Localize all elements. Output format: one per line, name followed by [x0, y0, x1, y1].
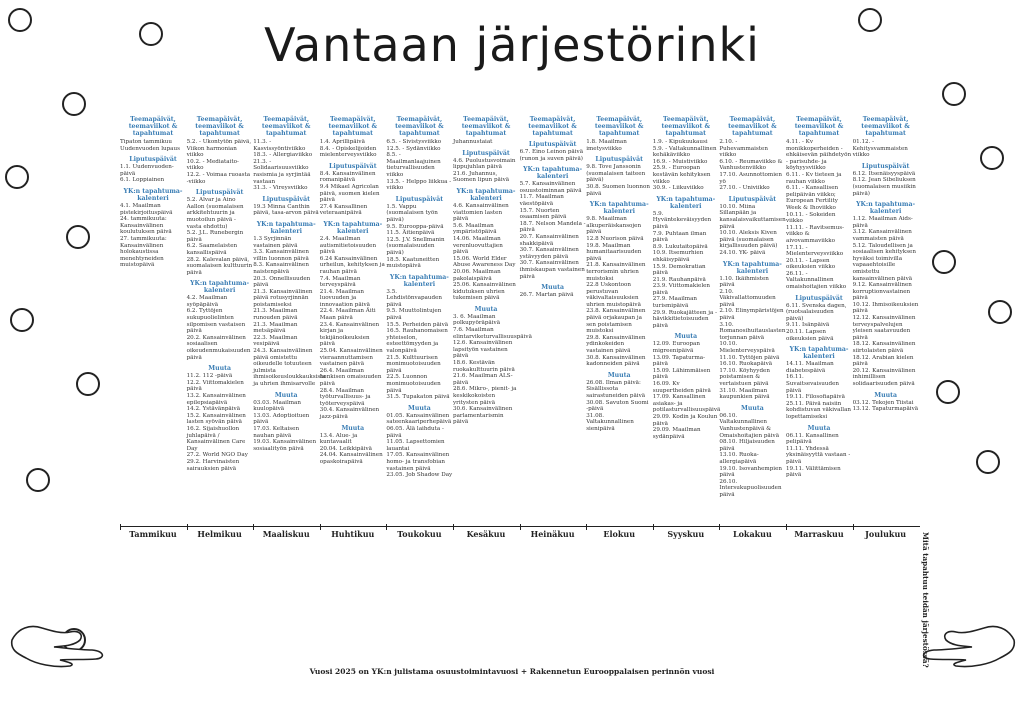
- calendar-entry: 5.2. Alvar ja Aino Aallon (suomalaisen arkkitehtuurin ja muotoilun päivä - vasta ehdottu): [186, 197, 244, 230]
- calendar-entry: 1.10. Ikäihmisten päivä: [719, 275, 769, 289]
- calendar-entry: 21.4. Maailman luovuuden ja innovaation päivä: [319, 288, 370, 308]
- calendar-entry: 08.10. Hiljaisuuden päivä: [719, 439, 775, 452]
- calendar-entry: 20.3. Onnellisuuden päivä: [253, 275, 311, 289]
- column-heading: Teemapäivät, teemaviikot & tapahtumat: [661, 116, 711, 137]
- month-tick: [253, 524, 254, 530]
- month-label: Heinäkuu: [530, 529, 575, 539]
- calendar-entry: 13.03. Adoptioituen päivä: [253, 412, 310, 426]
- section-title: YK:n tapahtuma-kalenteri: [589, 201, 649, 216]
- calendar-entry: 18.12. Kansainvälinen siirtolaisten päivä: [852, 341, 916, 355]
- calendar-entry: 25.11. Päivä naisiin kohdistuvan väkivallan lopettamiseksi: [786, 400, 852, 420]
- calendar-entry: 06.11. Kansallinen pelipäivä: [786, 432, 839, 446]
- calendar-entry: 6.11. - Kansallisen pelipäivän viikko; European Fertility Week & Ihoviikko: [786, 185, 839, 211]
- calendar-entry: 15.09. Lähimmäisen päivä: [652, 367, 711, 381]
- calendar-entry: 23.8. Kansainvälinen päivä orjakaupan ja sen poistamisen muistoksi: [586, 308, 646, 335]
- month-label: Elokuu: [603, 529, 636, 539]
- column-intro: 6.5. - Sivistysviikko: [386, 139, 442, 145]
- calendar-entry: 20.06. Maailman pakolaispäivä: [453, 268, 501, 282]
- calendar-entry: 18.7. Nelson Mandela -päivä: [519, 220, 586, 234]
- calendar-entry: 4.6. Kansainvälinen viattomien lasten päivä: [453, 202, 509, 223]
- calendar-entry: 20.11. Lapsen oikeuksien päivä: [786, 329, 834, 342]
- column-heading: Teemapäivät, teemaviikot & tapahtumat: [261, 116, 311, 137]
- calendar-entry: 26.4. Maailman henkisen omaisuuden päivä: [319, 367, 382, 387]
- calendar-entry: 9.5. Muuttolintujen päivä: [386, 308, 442, 322]
- decor-circle: [942, 82, 966, 106]
- calendar-entry: 3.5. Lehdistönvapauden päivä: [386, 288, 442, 308]
- calendar-grid: [120, 116, 920, 526]
- calendar-entry: 1.3 Syrjinnän vastainen päivä: [253, 235, 298, 249]
- month-tick: [120, 524, 121, 530]
- calendar-entry: 5.9. Hyväntekeväisyyden päivä: [652, 210, 712, 230]
- calendar-entry: 10.2. - Mediataito-viikko: [186, 158, 239, 172]
- calendar-entry: 12.2. Viittomakielen päivä: [186, 379, 244, 393]
- calendar-entry: 6.2. Saamelaisten kansallispäivä: [186, 243, 238, 256]
- month-tick: [386, 524, 387, 530]
- calendar-entry: 25.06. Kansainvälinen kidutuksen uhrien tukemisen päivä: [453, 282, 516, 302]
- month-column: [719, 116, 785, 526]
- calendar-entry: 9.5. Eurooppa-päivä: [386, 223, 444, 230]
- section-title: YK:n tapahtuma-kalenteri: [389, 273, 449, 288]
- column-intro: 1.8. Maailman imetysviikko: [586, 139, 627, 152]
- calendar-entry: 9.8. Tove Janssonin (suomalaisen taiteen päivä): [586, 164, 646, 184]
- section-title: Liputuspäivät: [795, 294, 843, 302]
- calendar-entry: 20.2. Kansainvälinen sosiaalisen oikeudenmukaisuuden päivä: [186, 334, 251, 361]
- section-title: Liputuspäivät: [329, 162, 377, 170]
- calendar-entry: 29.2. Harvinaisten sairauksien päivä: [186, 458, 240, 472]
- calendar-entry: 11.11. Yhdessä yksinäisyyttä vastaan -päivä: [786, 445, 851, 465]
- calendar-entry: 16.9. - Muistiviikko: [652, 158, 708, 165]
- calendar-entry: 8.9. Lukutaitopäivä: [652, 243, 708, 250]
- calendar-entry: 11.05. Lapsettomien lauantai: [386, 439, 445, 452]
- calendar-entry: 10.10. Miina Sillanpään ja kansalaisvaikuttamisen päivä: [719, 203, 786, 230]
- calendar-entry: 13.2. Kansainvälinen epilepsiapäivä: [186, 393, 246, 406]
- column-intro: 5.2. - Ukontytön päivä, Viikon harmonian viikko: [186, 139, 252, 159]
- calendar-entry: 15.9. Demokratian päivä: [652, 263, 706, 277]
- section-title: Liputuspäivät: [462, 149, 510, 157]
- calendar-entry: 11.5. Äitienpäivä: [386, 230, 435, 237]
- section-title: Muuta: [807, 424, 831, 432]
- month-tick: [653, 524, 654, 530]
- decor-circle: [26, 468, 50, 492]
- calendar-entry: 5.2. J.L. Runebergin päivä: [186, 230, 244, 243]
- calendar-entry: 12.8 Nuorison päivä: [586, 235, 644, 242]
- month-label: Maaliskuu: [262, 529, 310, 539]
- calendar-entry: 3.12. Kansainvälinen vammaisten päivä: [852, 229, 912, 242]
- month-label: Toukokuu: [397, 529, 442, 539]
- calendar-entry: 21.3. Kansainvälinen päivä rotusyrjinnän poistamiseksi: [253, 288, 313, 308]
- month-label: Marraskuu: [794, 529, 844, 539]
- section-title: YK:n tapahtuma-kalenteri: [789, 346, 849, 361]
- month-label: Huhtikuu: [331, 529, 375, 539]
- calendar-entry: 1.5. Vappu (suomalaisen työn päivä): [386, 203, 438, 223]
- column-intro: 11.3. - Kasvissyöntiviikko: [253, 139, 306, 152]
- calendar-entry: 18.3. - Allergiaviikko: [253, 152, 313, 159]
- calendar-entry: 5.6. Maailman ympäristöpäivä: [453, 222, 497, 236]
- calendar-entry: 22.4. Maailman Äiti Maan päivä: [319, 308, 376, 322]
- calendar-entry: 20.04. Leikkipäivä: [319, 445, 372, 452]
- calendar-entry: 3.3. Kansainvälinen villin luonnon päivä: [253, 249, 309, 262]
- section-title: Liputuspäivät: [595, 156, 643, 164]
- calendar-entry: 6.24 Kansainvälinen urheilun, kehityksen ja rauhan päivä: [319, 255, 385, 275]
- calendar-entry: 14.2. Ystävänpäivä: [186, 406, 241, 413]
- calendar-entry: 21.9. Rauhanpäivä: [652, 276, 706, 283]
- calendar-entry: 25.9. - Euroopan kestävän kehityksen viikko: [652, 165, 711, 185]
- calendar-entry: 26.11. - Valtakunnallinen omaishoitajien viikko: [786, 270, 847, 291]
- decor-circle: [8, 8, 32, 32]
- calendar-entry: 16.11. Suvaitsevaisuuden päivä: [786, 374, 840, 394]
- side-question-right: Mitä tapahtuu teidän järjestössä?: [921, 532, 930, 668]
- section-title: Muuta: [474, 305, 498, 313]
- decor-circle: [932, 250, 956, 274]
- month-tick: [520, 524, 521, 530]
- calendar-entry: 11.7. Maailman väestöpäivä: [519, 194, 564, 207]
- calendar-entry: 30.8. Kansainvälinen kadonneiden päivä: [586, 354, 646, 368]
- calendar-entry: 4.6. Puolustusvoimain lippujuhlan päivä: [453, 157, 516, 171]
- month-column: [187, 116, 253, 526]
- calendar-entry: 17.10. Asunnottomien yö: [719, 171, 782, 185]
- calendar-entry: 17.05. Kansainvälinen homo- ja transfobian vastainen päivä: [386, 452, 450, 472]
- column-heading: Teemapäivät, teemaviikot & tapahtumat: [794, 116, 844, 137]
- calendar-entry: 16.10. Ruokapäivä: [719, 361, 773, 368]
- page-title: Vantaan järjestörinki: [264, 18, 760, 72]
- decor-circle: [76, 372, 100, 396]
- calendar-entry: 30.7. Kansainvälinen ihmiskaupan vastainen päivä: [519, 260, 585, 280]
- calendar-entry: 30.4. Kansainvälinen jazz-päivä: [319, 407, 380, 420]
- calendar-entry: 18.6. Kestävän ruokakulttuurin päivä: [453, 360, 515, 373]
- calendar-entry: 27. tammikuuta: Kansainvälinen holokaustissa menehtyneiden muistopäivä: [120, 235, 167, 269]
- calendar-entry: 5.7. Kansainvälinen osuustoiminnan päivä: [519, 181, 582, 194]
- calendar-entry: 31.5. Tupakaton päivä: [386, 394, 450, 401]
- section-title: Muuta: [874, 391, 897, 399]
- month-tick: [853, 524, 854, 530]
- calendar-entry: 8.5. - Maailmanlaajuinen tieturvallisuuden viikko: [386, 152, 441, 178]
- decor-circle: [62, 92, 86, 116]
- section-title: Liputuspäivät: [728, 195, 777, 203]
- calendar-entry: 06.05. Älä laihduta -päivä: [386, 425, 444, 439]
- footer-note: Vuosi 2025 on YK:n julistama osuustoimintavuosi + Rakennetun Eurooppalaisen perinnön vuosi: [309, 667, 715, 676]
- section-title: Muuta: [541, 284, 564, 292]
- calendar-entry: 15.5. Perheiden päivä: [386, 321, 449, 328]
- month-label: Kesäkuu: [466, 529, 506, 539]
- column-heading: Teemapäivät, teemaviikot & tapahtumat: [461, 116, 511, 137]
- month-axis: [120, 526, 920, 541]
- calendar-entry: 24.04. Kansainvälinen opaskoirapäivä: [319, 452, 383, 465]
- calendar-entry: 30.08. Savuton Suomi -päivä: [586, 399, 649, 413]
- calendar-entry: 21.3. Maailman runouden päivä: [253, 308, 298, 322]
- calendar-entry: 16.2. Sijaishuollon juhlapäivä / Kansainvälinen Care Day: [186, 425, 246, 452]
- section-title: YK:n tapahtuma-kalenteri: [856, 201, 916, 216]
- right-hand-illustration: [918, 598, 1018, 668]
- calendar-entry: 13.12. Tapaturmapäivä: [852, 406, 919, 413]
- calendar-entry: 4.1. Maailman pistekirjoituspäivä: [120, 202, 173, 216]
- calendar-entry: 15.2. Kansainvälinen lasten syövän päivä: [186, 412, 246, 426]
- calendar-entry: 21.6. Juhannus, Suomen lipun päivä: [453, 170, 510, 184]
- calendar-entry: 2.10. Väkivallattomuuden päivä: [719, 288, 776, 308]
- section-title: YK:n tapahtuma-kalenteri: [323, 220, 383, 235]
- calendar-entry: 4.2. Maailman syöpäpäivä: [186, 295, 228, 308]
- calendar-entry: 13.09. Tapaturma-päivä: [652, 354, 705, 368]
- section-title: YK:n tapahtuma-kalenteri: [123, 187, 183, 202]
- calendar-entry: 03.03. Maailman kuulopäivä: [253, 399, 301, 413]
- calendar-entry: 29.8. Kansainvälinen ydinkokeiden vastainen päivä: [586, 334, 646, 355]
- calendar-entry: 29.09. Kodin ja Koulun päivä: [652, 413, 718, 427]
- calendar-entry: 21.3. - Solidaarisuusviikko rasismia ja syrjintää vastaan: [253, 158, 311, 185]
- calendar-entry: 23.05. Job Shadow Day: [386, 472, 453, 479]
- column-intro: Juhannustaiat: [453, 139, 493, 145]
- calendar-entry: 25.04. Kansainvälinen vieraannuttamisen vastainen päivä: [319, 348, 383, 368]
- calendar-entry: 8.12. Jean Sibeliuksen (suomalaisen musiikin päivä): [852, 177, 916, 197]
- month-column: [653, 116, 719, 526]
- calendar-entry: 15.7. Nuorten osaamisen päivä: [519, 207, 567, 221]
- decor-circle: [858, 8, 882, 32]
- calendar-entry: 9.4 Mikael Agricolan päivä, suomen kielen päivä: [319, 183, 380, 204]
- month-label: Helmikuu: [197, 529, 242, 539]
- column-heading: Teemapäivät, teemaviikot & tapahtumat: [128, 116, 178, 137]
- decor-circle: [980, 146, 1004, 170]
- section-title: YK:n tapahtuma-kalenteri: [190, 280, 250, 295]
- calendar-entry: 26.10. Intersukupuolisuuden päivä: [719, 478, 782, 498]
- calendar-entry: 8.4. - Opiskelijoiden mielenterveysviikko: [319, 145, 377, 159]
- calendar-entry: 18.12. Arabian kielen päivä: [852, 354, 914, 368]
- calendar-entry: 2.10. Elinympäristöjen päivä: [719, 308, 784, 322]
- calendar-entry: 19.11. Välittämisen päivä: [786, 465, 841, 479]
- decor-circle: [976, 450, 1000, 474]
- section-title: Muuta: [408, 404, 431, 412]
- section-title: Liputuspäivät: [528, 141, 577, 148]
- decor-circle: [936, 380, 960, 404]
- calendar-entry: 20.11. - Lapsen oikeuksien viikko: [786, 257, 836, 271]
- calendar-entry: 14.06. Maailman verenluovuttajien päivä: [453, 235, 503, 256]
- month-label: Tammikuu: [129, 529, 177, 539]
- column-intro: Tipaton tammikuu Uudenvuoden lupaus: [120, 139, 180, 152]
- calendar-entry: 17.10. Köyhyyden poistamisen & vertaistuen päivä: [719, 367, 770, 387]
- calendar-entry: 13.10. Ruoka-allergiapäivä: [719, 452, 759, 465]
- calendar-entry: 13.5. - Helppo liikkua -viikko: [386, 178, 452, 192]
- section-title: YK:n tapahtuma-kalenteri: [656, 195, 716, 210]
- calendar-entry: 20.7. Kansainvälinen shakkipäivä: [519, 233, 579, 247]
- calendar-entry: 30.7. Kansainvälinen ystävyyden päivä: [519, 247, 579, 260]
- calendar-entry: 9.11. Isänpäivä: [786, 322, 830, 329]
- column-heading: Teemapäivät, teemaviikot & tapahtumat: [861, 116, 910, 137]
- calendar-entry: 16.5. Rauhanomaisen yhteiselon, esteettömyyden ja valonpäivä: [386, 328, 448, 355]
- decor-circle: [5, 165, 29, 189]
- calendar-entry: 20.12. Kansainvälinen inhimillisen solidaarisuuden päivä: [852, 367, 916, 387]
- calendar-entry: 12.09. Euroopan migreenipäivä: [652, 341, 700, 355]
- calendar-entry: 12.2. - Voimaa ruoasta -viikko: [186, 171, 251, 185]
- calendar-entry: 17.11. - Mielenterveysviikko: [786, 244, 844, 258]
- calendar-entry: 5.12. Taloudellisen ja sosiaalisen kehityksen hyväksi toimivilla vapaaehtoisille omistettu kansainvälinen päivä: [852, 242, 916, 282]
- section-title: YK:n tapahtuma-kalenteri: [722, 260, 782, 275]
- calendar-entry: 11.11. - Ravitsemus-viikko & aivovammaviikko: [786, 224, 844, 244]
- calendar-entry: 15.06. World Elder Abuse Awareness Day: [453, 255, 516, 269]
- month-column: [253, 116, 326, 526]
- calendar-entry: 7.9. Puhtaan ilman päivä: [652, 230, 707, 244]
- calendar-entry: 27.2. World NGO Day: [186, 452, 248, 459]
- column-heading: Teemapäivät, teemaviikot & tapahtumat: [728, 116, 777, 137]
- column-heading: Teemapäivät, teemaviikot & tapahtumat: [195, 116, 244, 137]
- column-intro: 01.12. - Kehitysvammaisten viikko: [852, 139, 908, 159]
- calendar-entry: 23.4. Kansainvälinen kirjan ja tekijänoikeuksien päivä: [319, 321, 380, 348]
- calendar-entry: 30.8. Suomen luonnon päivä: [586, 183, 650, 197]
- calendar-entry: 22.5. Luonnon monimuotoisuuden päivä: [386, 374, 441, 394]
- column-intro: 1.4. Aprillipäivä: [319, 139, 365, 145]
- calendar-entry: 12.5. - Sydänviikko: [386, 145, 441, 152]
- calendar-entry: 6.1. Loppiainen: [120, 177, 165, 184]
- month-column: [120, 116, 186, 526]
- calendar-entry: 24.10. YK- päivä: [719, 249, 766, 256]
- calendar-entry: 5.9. - Valtakunnallinen kehäkäviikko: [652, 145, 717, 159]
- calendar-entry: 03.12. Tekojen Tiistai: [852, 399, 914, 406]
- decor-circle: [988, 300, 1012, 324]
- calendar-entry: 1.12. Maailman Aids-päivä: [852, 216, 913, 229]
- calendar-entry: 27.4 Kansallinen veteraanipäivä: [319, 203, 368, 217]
- section-title: YK:n tapahtuma-kalenteri: [256, 220, 316, 235]
- calendar-entry: 14.11. Maailman diabetespäivä: [786, 361, 834, 374]
- decor-circle: [66, 225, 90, 249]
- column-intro: 2.10. -Puhevammaisten viikko: [719, 139, 768, 159]
- calendar-entry: 31.10. Maailman kaupunkien päivä: [719, 387, 770, 401]
- calendar-entry: 06.10. Valtakunnallinen Vanhustenpäivä & Omaishoitajien päivä: [719, 412, 780, 439]
- calendar-entry: 6.10. - Reumaviikko & Vanhustenviikko: [719, 158, 783, 172]
- calendar-entry: 6.7. Eino Leinon päivä (runon ja suven päivä): [519, 149, 584, 162]
- calendar-entry: 1.1. Uudenvuoden-päivä: [120, 164, 174, 177]
- calendar-entry: 28.4. Maailman työturvallisuus- ja työterveyspäivä: [319, 387, 371, 407]
- column-heading: Teemapäivät, teemaviikot & tapahtumat: [594, 116, 644, 137]
- section-title: Liputuspäivät: [861, 162, 910, 170]
- calendar-entry: 6.12. Itsenäisyyspäivä: [852, 170, 916, 177]
- calendar-entry: 24.3. Kansainvälinen päivä omistettu oikeudelle totuuteen julmista ihmisoikeusloukkauksista ja uhrien ihmisarvolle: [253, 348, 326, 387]
- calendar-entry: 10.11. - Sokeiden viikko: [786, 211, 836, 225]
- month-tick: [320, 524, 321, 530]
- section-title: YK:n tapahtuma-kalenteri: [456, 187, 516, 202]
- calendar-entry: 29.9. Ruokajätteen ja -hävikkitietoisuuden päivä: [652, 309, 718, 329]
- column-heading: Teemapäivät, teemaviikot & tapahtumat: [528, 116, 577, 137]
- calendar-entry: 28.6. Mikro-, pienit- ja keskikokoisten yritysten päivä: [453, 386, 517, 406]
- month-column: [586, 116, 652, 526]
- column-heading: Teemapäivät, teemaviikot & tapahtumat: [395, 116, 444, 137]
- calendar-entry: 8.3. Kansainvälinen naistenpäivä: [253, 262, 309, 275]
- calendar-entry: 19.10. Isovanhempien päivä: [719, 465, 783, 479]
- calendar-entry: 01.05. Kansainvälinen sateenkaariperhepäivä: [386, 412, 452, 426]
- column-heading: Teemapäivät, teemaviikot & tapahtumat: [328, 116, 378, 137]
- calendar-entry: 9.12. Kansainvälinen korruptionvastainen päivä: [852, 282, 912, 302]
- calendar-entry: 3. 6. Maailman polkupyöräpäivä: [453, 313, 501, 327]
- calendar-entry: 19.8. Maailman humanitaarisuuden päivä: [586, 242, 642, 262]
- calendar-entry: 17.03. Keltaisen nauhan päivä: [253, 425, 300, 439]
- month-column: [520, 116, 586, 526]
- calendar-entry: 13.4. Alue- ja kuntavaalit: [319, 432, 358, 446]
- calendar-entry: 3.10. Romanosihuitauslasten torjunnan päivä: [719, 321, 786, 341]
- calendar-entry: 12.12. Kansainvälinen terveyspalvelujen yleisen saatavuuden päivä: [852, 315, 916, 341]
- decor-circle: [139, 22, 163, 46]
- month-column: [853, 116, 919, 526]
- section-title: Liputuspäivät: [262, 195, 310, 203]
- calendar-entry: 30.6. Kansainvälinen parlamentarismin päivä: [453, 406, 513, 426]
- section-title: Muuta: [741, 404, 764, 412]
- month-column: [453, 116, 532, 526]
- section-title: Muuta: [341, 424, 365, 432]
- calendar-entry: 6.11. Svenska dagen, (ruotsalaisuuden päivä): [786, 302, 847, 322]
- section-title: YK:n tapahtuma-kalenteri: [523, 166, 583, 181]
- calendar-entry: 30.9. - Liikuviikko: [652, 185, 704, 192]
- month-column: [320, 116, 386, 526]
- calendar-entry: 24. tammikuuta: Kansainvälinen koulutuksen päivä: [120, 216, 172, 236]
- calendar-entry: 27.9. Maailman turismipäivä: [652, 296, 698, 310]
- calendar-entry: 27.10. - Univiikko: [719, 185, 770, 192]
- calendar-entry: 12.6. Kansainvälinen lapsityön vastainen päivä: [453, 340, 513, 360]
- calendar-entry: 16.09. Kv suupertheiden päivä: [652, 381, 711, 394]
- month-tick: [586, 524, 587, 530]
- calendar-entry: 19.11. Filosofiapäivä: [786, 394, 845, 401]
- calendar-entry: 21.5. Kulttuurisen monimuotoisuuden päivä: [386, 354, 441, 374]
- calendar-entry: 29.09. Maailman sydänpäivä: [652, 427, 701, 440]
- section-title: Muuta: [274, 391, 298, 399]
- calendar-entry: 19.03. Kansainvälinen sosiaalityön päivä: [253, 439, 317, 452]
- calendar-entry: 21.3. Maailman metsäpäivä: [253, 321, 298, 335]
- calendar-entry: 23.9. Viittomakielen päivä: [652, 283, 711, 296]
- calendar-entry: 26.7. Martan päivä: [519, 292, 574, 299]
- calendar-entry: 31.08. Valtakunnallinen sienipäivä: [586, 412, 634, 432]
- calendar-entry: 31.3. - Vireysviikko: [253, 185, 308, 192]
- calendar-entry: 28.2. Kalevalan päivä, suomalaisen kulttuurin päivä: [186, 256, 253, 276]
- calendar-entry: 22.3. Maailman vesipäivä: [253, 334, 298, 348]
- left-hand-illustration: [8, 598, 112, 668]
- month-column: [786, 116, 852, 526]
- calendar-entry: 7.4. Maailman terveyspäivä: [319, 275, 361, 289]
- calendar-entry: 2.4. Maailman autismitietoisuuden päivä: [319, 235, 377, 256]
- calendar-entry: 21.8. Kansainvälinen terrorismin uhrien muistoksi: [586, 262, 646, 282]
- calendar-entry: 7.6. Maailman elintarviketurvallisuuspäivä: [453, 327, 532, 340]
- calendar-entry: 6.2. Tyttöjen sukupuolielinten silpomisen vastaisen päivä: [186, 308, 246, 335]
- calendar-entry: 11.2. 112 -päivä: [186, 373, 233, 380]
- calendar-entry: 10.10. Mielenterveyspäivä: [719, 341, 775, 355]
- section-title: Liputuspäivät: [195, 189, 244, 197]
- calendar-entry: 22.8 Uskontoon perustuvan väkivaltaisuuksien uhrien muistopäivä: [586, 282, 641, 308]
- calendar-entry: 11.10. Tyttöjen päivä: [719, 354, 780, 361]
- decor-circle: [10, 308, 34, 332]
- month-column: [386, 116, 452, 526]
- month-label: Joulukuu: [865, 529, 907, 539]
- calendar-entry: 12.5. J.V. Snellmanin (suomalaisuuden päivä): [386, 236, 445, 256]
- month-label: Lokakuu: [732, 529, 772, 539]
- month-tick: [786, 524, 787, 530]
- month-label: Syyskuu: [667, 529, 705, 539]
- calendar-entry: 10.9. Itsemurhien ehkäisypäivä: [652, 250, 704, 263]
- month-tick: [187, 524, 188, 530]
- column-intro: 1.9. - Kipukuukausi: [652, 139, 708, 145]
- calendar-entry: 10.12. Ihmisoikeuksien päivä: [852, 301, 919, 315]
- month-tick: [453, 524, 454, 530]
- section-title: Muuta: [208, 365, 231, 373]
- calendar-entry: 18.5. Kaatuneitten muistopäivä: [386, 256, 440, 270]
- calendar-entry: 21.6. Maailman ALS-päivä: [453, 373, 513, 386]
- section-title: Muuta: [674, 333, 698, 341]
- section-title: Muuta: [607, 371, 631, 379]
- column-intro: 4.11. - Kv monikkoperheiden - ehkäisevän päihdetyön - parisuhde- ja köyhyysviikko: [786, 139, 852, 172]
- month-tick: [719, 524, 720, 530]
- calendar-entry: 26.08. Ilman päivä: Sisällissota sairastuneiden päivä: [586, 379, 646, 399]
- calendar-entry: 8.4. Kansainvälinen romanipäivä: [319, 170, 376, 184]
- section-title: Liputuspäivät: [395, 195, 444, 203]
- calendar-entry: 10.10. Aleksis Kiven päivä (suomalaisen kirjallisuuden päivä): [719, 230, 778, 250]
- calendar-entry: 17.09. Kansallinen asiakas- ja potilasturvallisuuspäivä: [652, 394, 721, 414]
- calendar-entry: 19.3 Minna Canthin päivä, tasa-arvon päivä: [253, 203, 319, 217]
- calendar-entry: 9.8. Maailman alkuperäiskansojen päivä: [586, 216, 642, 236]
- section-title: Liputuspäivät: [129, 156, 177, 164]
- calendar-entry: 6.11. - Kv tieteen ja rauhan viikko: [786, 171, 842, 185]
